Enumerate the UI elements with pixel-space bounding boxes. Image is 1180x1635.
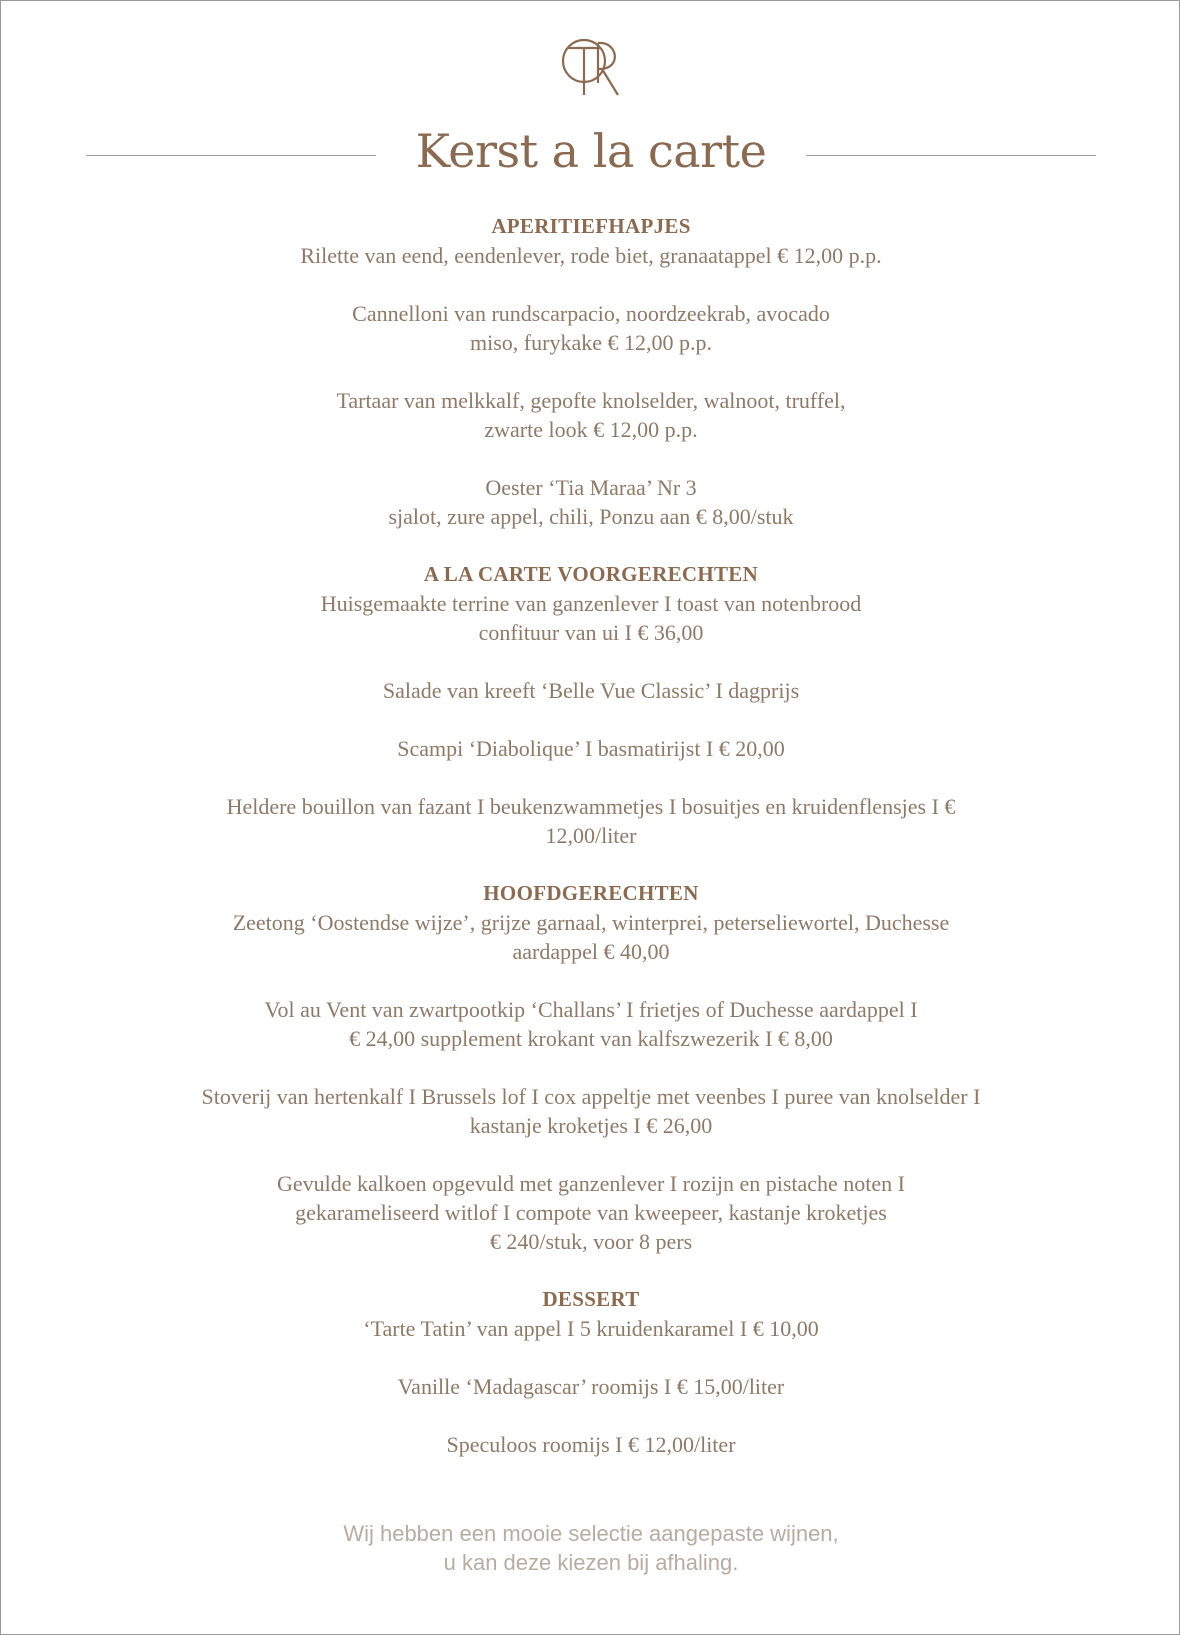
menu-item: [131, 1082, 1051, 1140]
section-title: DESSERT: [542, 1287, 640, 1311]
section-gap: [131, 531, 1051, 560]
menu-section: [131, 212, 1051, 531]
page-title: Kerst a la carte: [415, 124, 767, 178]
menu-item-line: ‘Tarte Tatin’ van appel I 5 kruidenkaramel I € 10,00: [363, 1316, 819, 1341]
menu-item: [131, 1372, 1051, 1401]
menu-item-line: Tartaar van melkkalf, gepofte knolselder, walnoot, truffel,: [336, 388, 846, 413]
item-gap: [131, 357, 1051, 386]
menu-item: [131, 299, 1051, 357]
menu-item-line: confituur van ui I € 36,00: [478, 620, 704, 645]
menu-item: [131, 734, 1051, 763]
menu-item-line: 12,00/liter: [545, 823, 637, 848]
section-title: A LA CARTE VOORGERECHTEN: [423, 562, 759, 586]
item-gap: [131, 270, 1051, 299]
header-rule-right: [806, 155, 1096, 156]
menu-item-line: Speculoos roomijs I € 12,00/liter: [446, 1432, 736, 1457]
item-gap: [131, 444, 1051, 473]
menu-item: [131, 589, 1051, 647]
menu-item-line: Oester ‘Tia Maraa’ Nr 3: [485, 475, 697, 500]
menu-item-line: Vanille ‘Madagascar’ roomijs I € 15,00/liter: [397, 1374, 785, 1399]
menu-item-line: Heldere bouillon van fazant I beukenzwammetjes I bosuitjes en kruidenflensjes I €: [226, 794, 956, 819]
menu-item-line: Cannelloni van rundscarpacio, noordzeekrab, avocado: [352, 301, 830, 326]
item-gap: [131, 1401, 1051, 1430]
menu-item: [131, 1169, 1051, 1256]
menu-item-line: zwarte look € 12,00 p.p.: [484, 417, 698, 442]
section-gap: [131, 850, 1051, 879]
menu-item: [131, 473, 1051, 531]
menu-section: [131, 879, 1051, 1256]
menu-item-line: kastanje kroketjes I € 26,00: [469, 1113, 713, 1138]
menu-item-line: € 24,00 supplement krokant van kalfszwezerik I € 8,00: [349, 1026, 833, 1051]
menu-item: [131, 995, 1051, 1053]
tr-monogram-icon: [560, 31, 624, 101]
menu-item-line: Rilette van eend, eendenlever, rode biet, granaatappel € 12,00 p.p.: [300, 243, 882, 268]
menu-item: [131, 241, 1051, 270]
menu-item-line: Stoverij van hertenkalf I Brussels lof I cox appeltje met veenbes I puree van knolselder I: [201, 1084, 981, 1109]
menu-item: [131, 792, 1051, 850]
menu-item-line: Gevulde kalkoen opgevuld met ganzenlever I rozijn en pistache noten I: [277, 1171, 905, 1196]
section-gap: [131, 1256, 1051, 1285]
item-gap: [131, 966, 1051, 995]
section-title: HOOFDGERECHTEN: [483, 881, 699, 905]
menu-item: [131, 1430, 1051, 1459]
menu-header: [1, 119, 1180, 189]
menu-sections: [131, 212, 1051, 1459]
menu-item-line: Salade van kreeft ‘Belle Vue Classic’ I dagprijs: [382, 678, 800, 703]
item-gap: [131, 1140, 1051, 1169]
menu-item-line: gekarameliseerd witlof I compote van kweepeer, kastanje kroketjes: [295, 1200, 887, 1225]
menu-item-line: Huisgemaakte terrine van ganzenlever I toast van notenbrood: [320, 591, 862, 616]
menu-item-line: Zeetong ‘Oostendse wijze’, grijze garnaal, winterprei, peterseliewortel, Duchesse: [232, 910, 950, 935]
item-gap: [131, 1343, 1051, 1372]
menu-item-line: miso, furykake € 12,00 p.p.: [470, 330, 712, 355]
menu-item: [131, 1314, 1051, 1343]
section-title: APERITIEFHAPJES: [491, 214, 691, 238]
menu-item: [131, 908, 1051, 966]
menu-item-line: Vol au Vent van zwartpootkip ‘Challans’ I frietjes of Duchesse aardappel I: [264, 997, 918, 1022]
item-gap: [131, 763, 1051, 792]
menu-section: [131, 560, 1051, 850]
footer-line-1: Wij hebben een mooie selectie aangepaste wijnen,: [343, 1521, 839, 1546]
footer-note: [1, 1519, 1180, 1577]
menu-item: [131, 676, 1051, 705]
item-gap: [131, 647, 1051, 676]
menu-item-line: € 240/stuk, voor 8 pers: [489, 1229, 693, 1254]
item-gap: [131, 1053, 1051, 1082]
menu-item: [131, 386, 1051, 444]
menu-item-line: sjalot, zure appel, chili, Ponzu aan € 8,00/stuk: [388, 504, 794, 529]
menu-item-line: aardappel € 40,00: [512, 939, 670, 964]
item-gap: [131, 705, 1051, 734]
menu-item-line: Scampi ‘Diabolique’ I basmatirijst I € 20,00: [397, 736, 785, 761]
menu-section: [131, 1285, 1051, 1459]
footer-line-2: u kan deze kiezen bij afhaling.: [443, 1550, 739, 1575]
